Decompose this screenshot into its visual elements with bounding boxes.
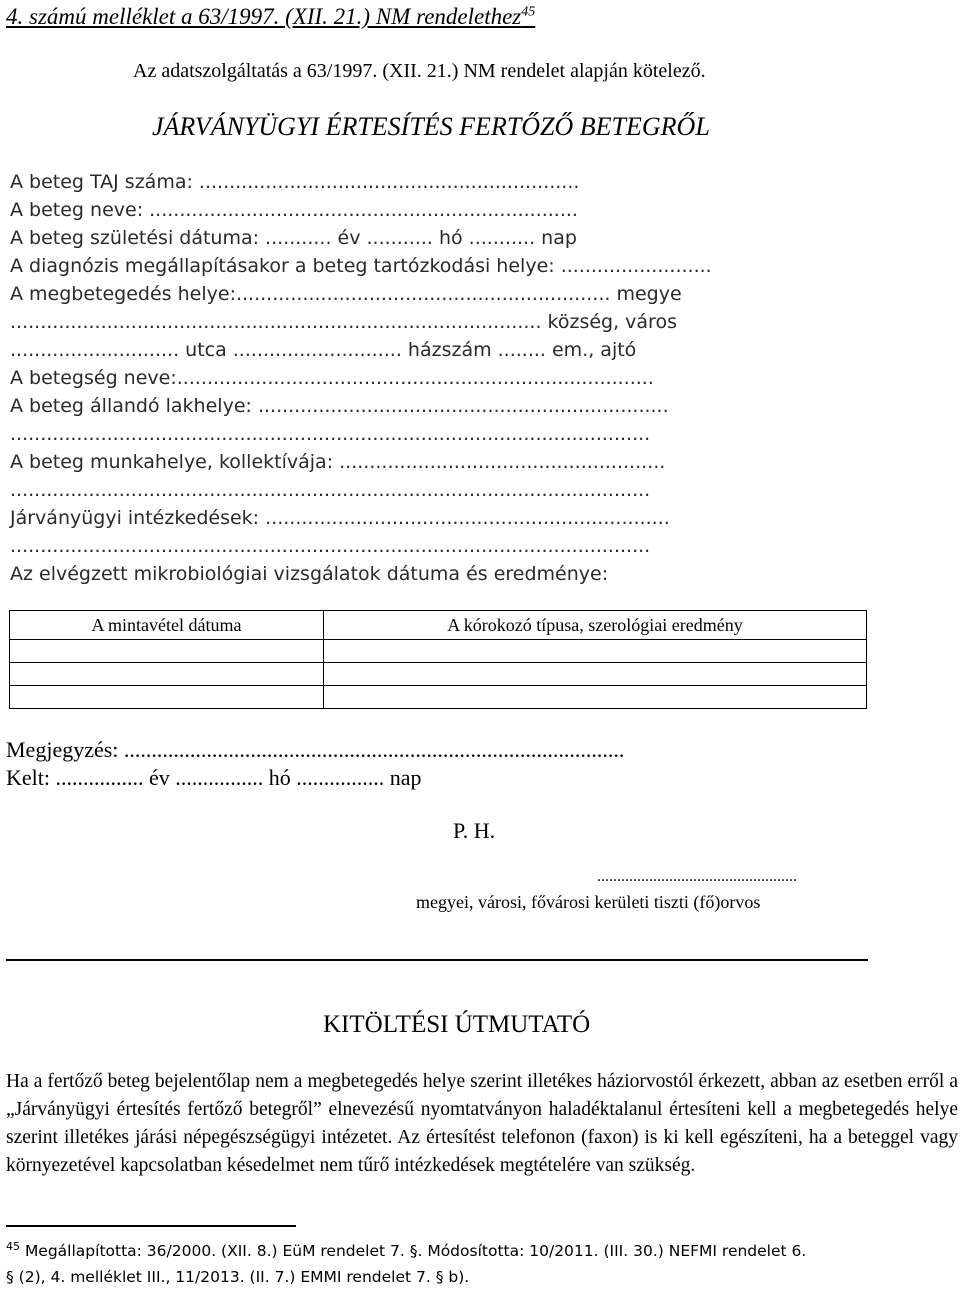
form-title: JÁRVÁNYÜGYI ÉRTESÍTÉS FERTŐZŐ BETEGRŐL [152, 112, 710, 141]
footnote-line-1: $^{45}$ Megállapította: 36/2000. (XII. 8.) EüM rendelet 7. §. Módosította: 10/2011. (III. 30.) NEFMI rendelet 6. [6, 1240, 807, 1261]
footnote-number: 45 [6, 1240, 20, 1253]
footnote-ref: 45 [521, 4, 536, 20]
patient-name-field[interactable]: A beteg neve: ....................................................................... [10, 199, 578, 221]
signature-label: megyei, városi, fővárosi kerületi tiszti (fő)orvos [416, 892, 761, 912]
sample-date-cell[interactable] [10, 686, 324, 709]
samples-table [9, 610, 867, 709]
diagnosis-location-field[interactable]: A diagnózis megállapításakor a beteg tartózkodási helye: ......................... [10, 255, 712, 277]
dated-field[interactable]: Kelt: ................ év ................ hó ................ nap [6, 765, 422, 790]
stamp-label: P. H. [453, 818, 496, 843]
footnote-divider [6, 1225, 296, 1227]
pathogen-cell[interactable] [324, 663, 867, 686]
workplace-continued[interactable]: .......................................................................................................... [10, 479, 651, 501]
table-row [10, 640, 867, 663]
annex-title: 4. számú melléklet a 63/1997. (XII. 21.) NM rendelethez$^{45}$ [6, 4, 536, 29]
pathogen-cell[interactable] [324, 640, 867, 663]
street-field[interactable]: ............................ utca ............................ házszám ........ em., ajtó [10, 339, 637, 361]
footnote-line-2: § (2), 4. melléklet III., 11/2013. (II. 7.) EMMI rendelet 7. § b). [6, 1268, 470, 1286]
workplace-field[interactable]: A beteg munkahelye, kollektívája: ...................................................... [10, 451, 666, 473]
pathogen-cell[interactable] [324, 686, 867, 709]
disease-name-field[interactable]: A betegség neve:............................................................................... [10, 367, 654, 389]
measures-continued[interactable]: .......................................................................................................... [10, 535, 651, 557]
note-field[interactable]: Megjegyzés: ........................................................................................... [6, 737, 625, 762]
table-header-row [10, 611, 867, 640]
pathogen-header: A kórokozó típusa, szerológiai eredmény [324, 611, 867, 640]
measures-field[interactable]: Járványügyi intézkedések: ................................................................... [10, 507, 670, 529]
birth-date-field[interactable]: A beteg születési dátuma: ........... év ........... hó ........... nap [10, 227, 577, 249]
sample-date-header: A mintavétel dátuma [10, 611, 324, 640]
table-row [10, 663, 867, 686]
illness-place-field[interactable]: A megbetegedés helye:.............................................................. megye [10, 283, 682, 305]
taj-field[interactable]: A beteg TAJ száma: ............................................................... [10, 171, 580, 193]
municipality-field[interactable]: ........................................................................................ község, város [10, 311, 677, 333]
table-row [10, 686, 867, 709]
obligation-note: Az adatszolgáltatás a 63/1997. (XII. 21.) NM rendelet alapján kötelező. [133, 60, 706, 82]
sample-date-cell[interactable] [10, 663, 324, 686]
residence-continued[interactable]: .......................................................................................................... [10, 423, 651, 445]
guide-title: KITÖLTÉSI ÚTMUTATÓ [323, 1011, 591, 1038]
divider [6, 959, 868, 961]
micro-tests-label: Az elvégzett mikrobiológiai vizsgálatok dátuma és eredménye: [10, 563, 609, 585]
sample-date-cell[interactable] [10, 640, 324, 663]
signature-line[interactable]: .................................................. [597, 868, 797, 885]
residence-field[interactable]: A beteg állandó lakhelye: .................................................................... [10, 395, 669, 417]
guide-text: Ha a fertőző beteg bejelentőlap nem a megbetegedés helye szerint illetékes háziorvostól érkezett, abban az esetben erről a „Járványügyi értesítés fertőző betegről” elnevezésű nyomtatványon haladéktalanul értesíteni kell a megbetegedés helye szerint illetékes járási népegészségügyi intézetet. Az értesítést telefonon (faxon) is ki kell egészíteni, ha a beteggel vagy környezetével kapcsolatban késedelmet nem tűrő intézkedések megtételére van szükség. [6, 1071, 958, 1176]
